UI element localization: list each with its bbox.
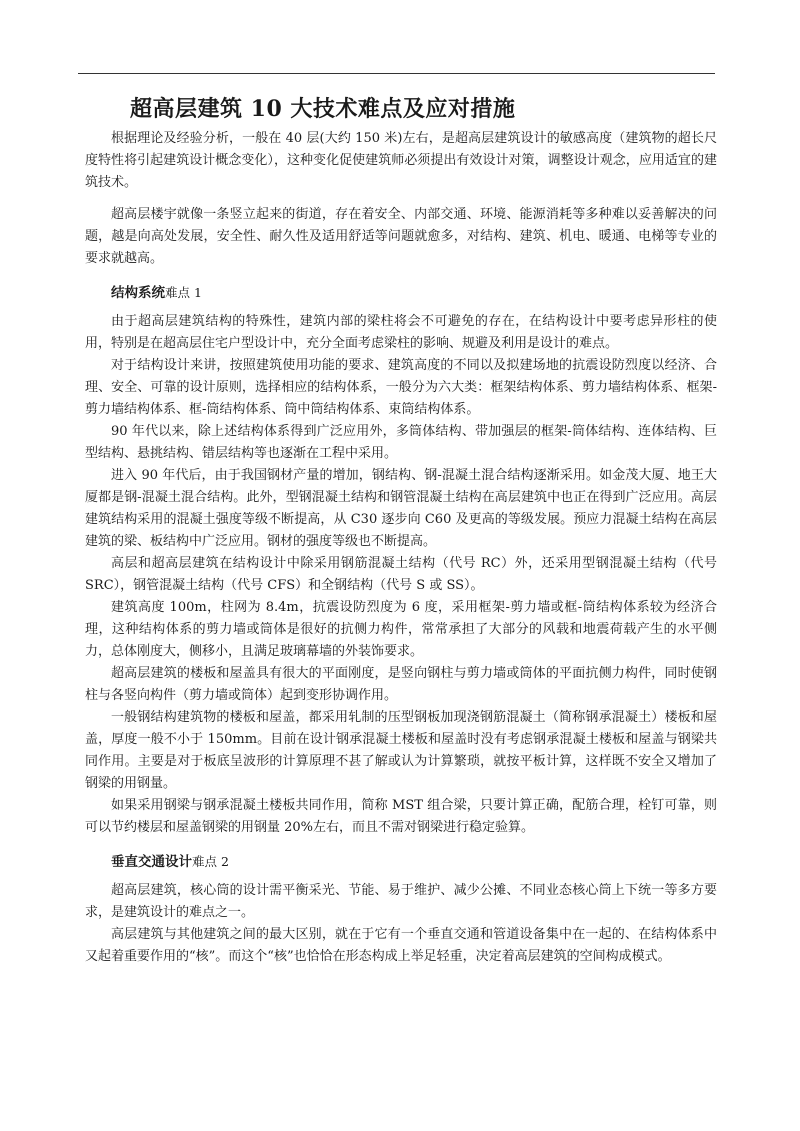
- structure-paragraph-4: 进入 90 年代后，由于我国钢材产量的增加，钢结构、钢-混凝土混合结构逐渐采用。如金茂大厦、地王大厦都是钢-混凝土混合结构。此外，型钢混凝土结构和钢管混凝土结构在高层建筑中也正在得到广泛应用。高层建筑结构采用的混凝土强度等级不断提高，从 C30 逐步向 C60 及更高的等级发展。预应力混凝土结构在高层建筑的梁、板结构中广泛应用。钢材的强度等级也不断提高。: [85, 468, 717, 549]
- structure-paragraph-5: 高层和超高层建筑在结构设计中除采用钢筋混凝土结构（代号 RC）外，还采用型钢混凝土结构（代号 SRC），钢管混凝土结构（代号 CFS）和全钢结构（代号 S 或 SS）。: [85, 556, 717, 593]
- structure-paragraph-8: 一般钢结构建筑物的楼板和屋盖，都采用轧制的压型钢板加现浇钢筋混凝土（简称钢承混凝土）楼板和屋盖，厚度一般不小于 150mm。目前在设计钢承混凝土楼板和屋盖时没有考虑钢承混凝土楼板和屋盖与钢梁共同作用。主要是对于板底呈波形的计算原理不甚了解或认为计算繁琐，就按平板计算，这样既不安全又增加了钢梁的用钢量。: [85, 710, 717, 791]
- section-subtitle-vertical-transport: 难点 2: [192, 854, 229, 869]
- transport-paragraph-2: 高层建筑与其他建筑之间的最大区别，就在于它有一个垂直交通和管道设备集中在一起的、在结构体系中又起着重要作用的“核”。而这个“核”也恰恰在形态构成上举足轻重，决定着高层建筑的空间构成模式。: [85, 927, 717, 964]
- section-heading-vertical-transport: [85, 851, 717, 874]
- structure-paragraph-3: 90 年代以来，除上述结构体系得到广泛应用外，多筒体结构、带加强层的框架-筒体结构、连体结构、巨型结构、悬挑结构、错层结构等也逐渐在工程中采用。: [85, 424, 717, 461]
- structure-paragraph-2: 对于结构设计来讲，按照建筑使用功能的要求、建筑高度的不同以及拟建场地的抗震设防烈度以经济、合理、安全、可靠的设计原则，选择相应的结构体系，一般分为六大类：框架结构体系、剪力墙结构体系、框架-剪力墙结构体系、框-筒结构体系、筒中筒结构体系、束筒结构体系。: [85, 358, 717, 417]
- document-body: [85, 128, 717, 968]
- structure-paragraph-7: 超高层建筑的楼板和屋盖具有很大的平面刚度，是竖向钢柱与剪力墙或筒体的平面抗侧力构件，同时使钢柱与各竖向构件（剪力墙或筒体）起到变形协调作用。: [85, 666, 717, 703]
- structure-paragraph-1: 由于超高层建筑结构的特殊性，建筑内部的梁柱将会不可避免的存在，在结构设计中要考虑异形柱的使用，特别是在超高层住宅户型设计中，充分全面考虑梁柱的影响、规避及利用是设计的难点。: [85, 314, 717, 351]
- intro-paragraph-1: 根据理论及经验分析，一般在 40 层(大约 150 米)左右，是超高层建筑设计的敏感高度（建筑物的超长尺度特性将引起建筑设计概念变化），这种变化促使建筑师必须提出有效设计对策，调整设计观念，应用适宜的建筑技术。: [85, 131, 717, 190]
- transport-paragraph-1: 超高层建筑，核心筒的设计需平衡采光、节能、易于维护、减少公摊、不同业态核心筒上下统一等多方要求，是建筑设计的难点之一。: [85, 883, 717, 920]
- intro-paragraph-2: 超高层楼宇就像一条竖立起来的街道，存在着安全、内部交通、环境、能源消耗等多种难以妥善解决的问题，越是向高处发展，安全性、耐久性及适用舒适等问题就愈多，对结构、建筑、机电、暖通、电梯等专业的要求就越高。: [85, 207, 717, 266]
- section-heading-structure: [85, 282, 717, 305]
- section-title-structure: 结构系统: [111, 285, 165, 301]
- header-rule: [78, 73, 715, 74]
- structure-paragraph-9: 如果采用钢梁与钢承混凝土楼板共同作用，简称 MST 组合梁，只要计算正确，配筋合理，栓钉可靠，则可以节约楼层和屋盖钢梁的用钢量 20%左右，而且不需对钢梁进行稳定验算。: [85, 798, 717, 835]
- section-subtitle-structure: 难点 1: [165, 285, 202, 300]
- document-title: 超高层建筑 10 大技术难点及应对措施: [130, 96, 516, 122]
- structure-paragraph-6: 建筑高度 100m，柱网为 8.4m，抗震设防烈度为 6 度，采用框架-剪力墙或框-筒结构体系较为经济合理，这种结构体系的剪力墙或筒体是很好的抗侧力构件，常常承担了大部分的风载和地震荷载产生的水平侧力，总体刚度大，侧移小，且满足玻璃幕墙的外装饰要求。: [85, 600, 717, 659]
- section-title-vertical-transport: 垂直交通设计: [111, 854, 192, 870]
